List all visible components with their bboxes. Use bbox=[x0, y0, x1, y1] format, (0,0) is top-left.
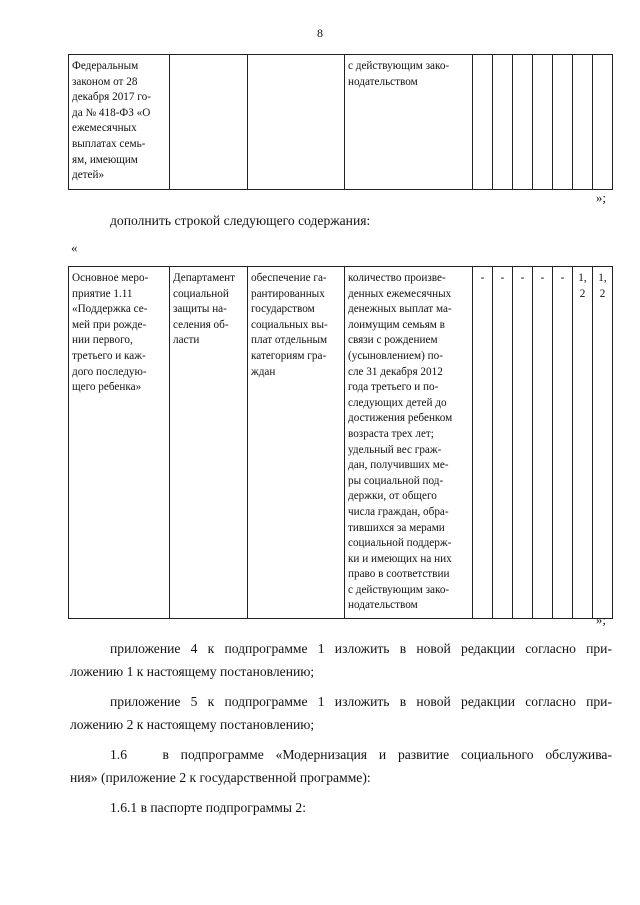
intro-text bbox=[110, 209, 590, 232]
paragraph-line: 1.6 в подпрограмме «Модернизация и развитие социального обслужива- bbox=[110, 747, 612, 762]
cell-measure-name: Основное меро- приятие 1.11 «Поддержка се- мей при рожде- нии первого, третьего и каж- дого последую- щего ребенка» bbox=[69, 267, 170, 619]
cell-measure-name: Федеральным законом от 28 декабря 2017 го- да № 418-ФЗ «О ежемесячных выплатах семь- ям, имеющим детей» bbox=[69, 55, 170, 190]
page-number: 8 bbox=[317, 26, 323, 40]
cell-value: - bbox=[533, 267, 553, 619]
closing-quote: »; bbox=[595, 612, 606, 627]
paragraph-line: ложению 1 к настоящему постановлению; bbox=[70, 664, 315, 679]
paragraph-appendix-4 bbox=[70, 637, 612, 683]
paragraph-line: ложению 2 к настоящему постановлению; bbox=[70, 717, 315, 732]
cell-value bbox=[573, 55, 593, 190]
cell-expected-result: обеспечение га- рантированных государством социальных вы- плат отдельным категориям гра- ждан bbox=[248, 267, 345, 619]
opening-quote: « bbox=[71, 240, 78, 255]
paragraph-line: приложение 5 к подпрограмме 1 изложить в новой редакции согласно при- bbox=[110, 694, 612, 709]
cell-executor bbox=[170, 55, 248, 190]
cell-expected-result bbox=[248, 55, 345, 190]
cell-value: - bbox=[493, 267, 513, 619]
table-row bbox=[69, 267, 613, 619]
paragraph-passport bbox=[70, 796, 612, 819]
cell-value: - bbox=[553, 267, 573, 619]
cell-value: 1, 2 bbox=[573, 267, 593, 619]
cell-value bbox=[533, 55, 553, 190]
table-row bbox=[69, 55, 613, 190]
cell-value bbox=[593, 55, 613, 190]
closing-quote: »; bbox=[595, 190, 606, 205]
cell-value: 1, 2 bbox=[593, 267, 613, 619]
cell-value bbox=[553, 55, 573, 190]
paragraph-line: 1.6.1 в паспорте подпрограммы 2: bbox=[110, 800, 306, 815]
paragraph-subprogram-2 bbox=[70, 743, 612, 789]
table-fragment-bottom bbox=[68, 266, 613, 619]
cell-value bbox=[513, 55, 533, 190]
cell-executor: Департамент социальной защиты на- селения об- ласти bbox=[170, 267, 248, 619]
cell-value: - bbox=[513, 267, 533, 619]
paragraph-line: приложение 4 к подпрограмме 1 изложить в новой редакции согласно при- bbox=[110, 641, 612, 656]
cell-indicator: с действующим зако- нодательством bbox=[345, 55, 473, 190]
paragraph-line: ния» (приложение 2 к государственной программе): bbox=[70, 770, 371, 785]
cell-value bbox=[473, 55, 493, 190]
cell-indicator: количество произве- денных ежемесячных денежных выплат ма- лоимущим семьям в связи с рождением (усыновлением) по- сле 31 декабря 2012 года третьего и по- следующих детей до достижения ребенком возраста трех лет; удельный вес граж- дан, получивших ме- ры социальной под- держки, от общего числа граждан, обра- тившихся за мерами социальной поддерж- ки и имеющих на них право в соответствии с действующим зако- нодательством bbox=[345, 267, 473, 619]
cell-value bbox=[493, 55, 513, 190]
intro-line: дополнить строкой следующего содержания: bbox=[110, 213, 371, 228]
cell-value: - bbox=[473, 267, 493, 619]
table-fragment-top bbox=[68, 54, 613, 190]
paragraph-appendix-5 bbox=[70, 690, 612, 736]
